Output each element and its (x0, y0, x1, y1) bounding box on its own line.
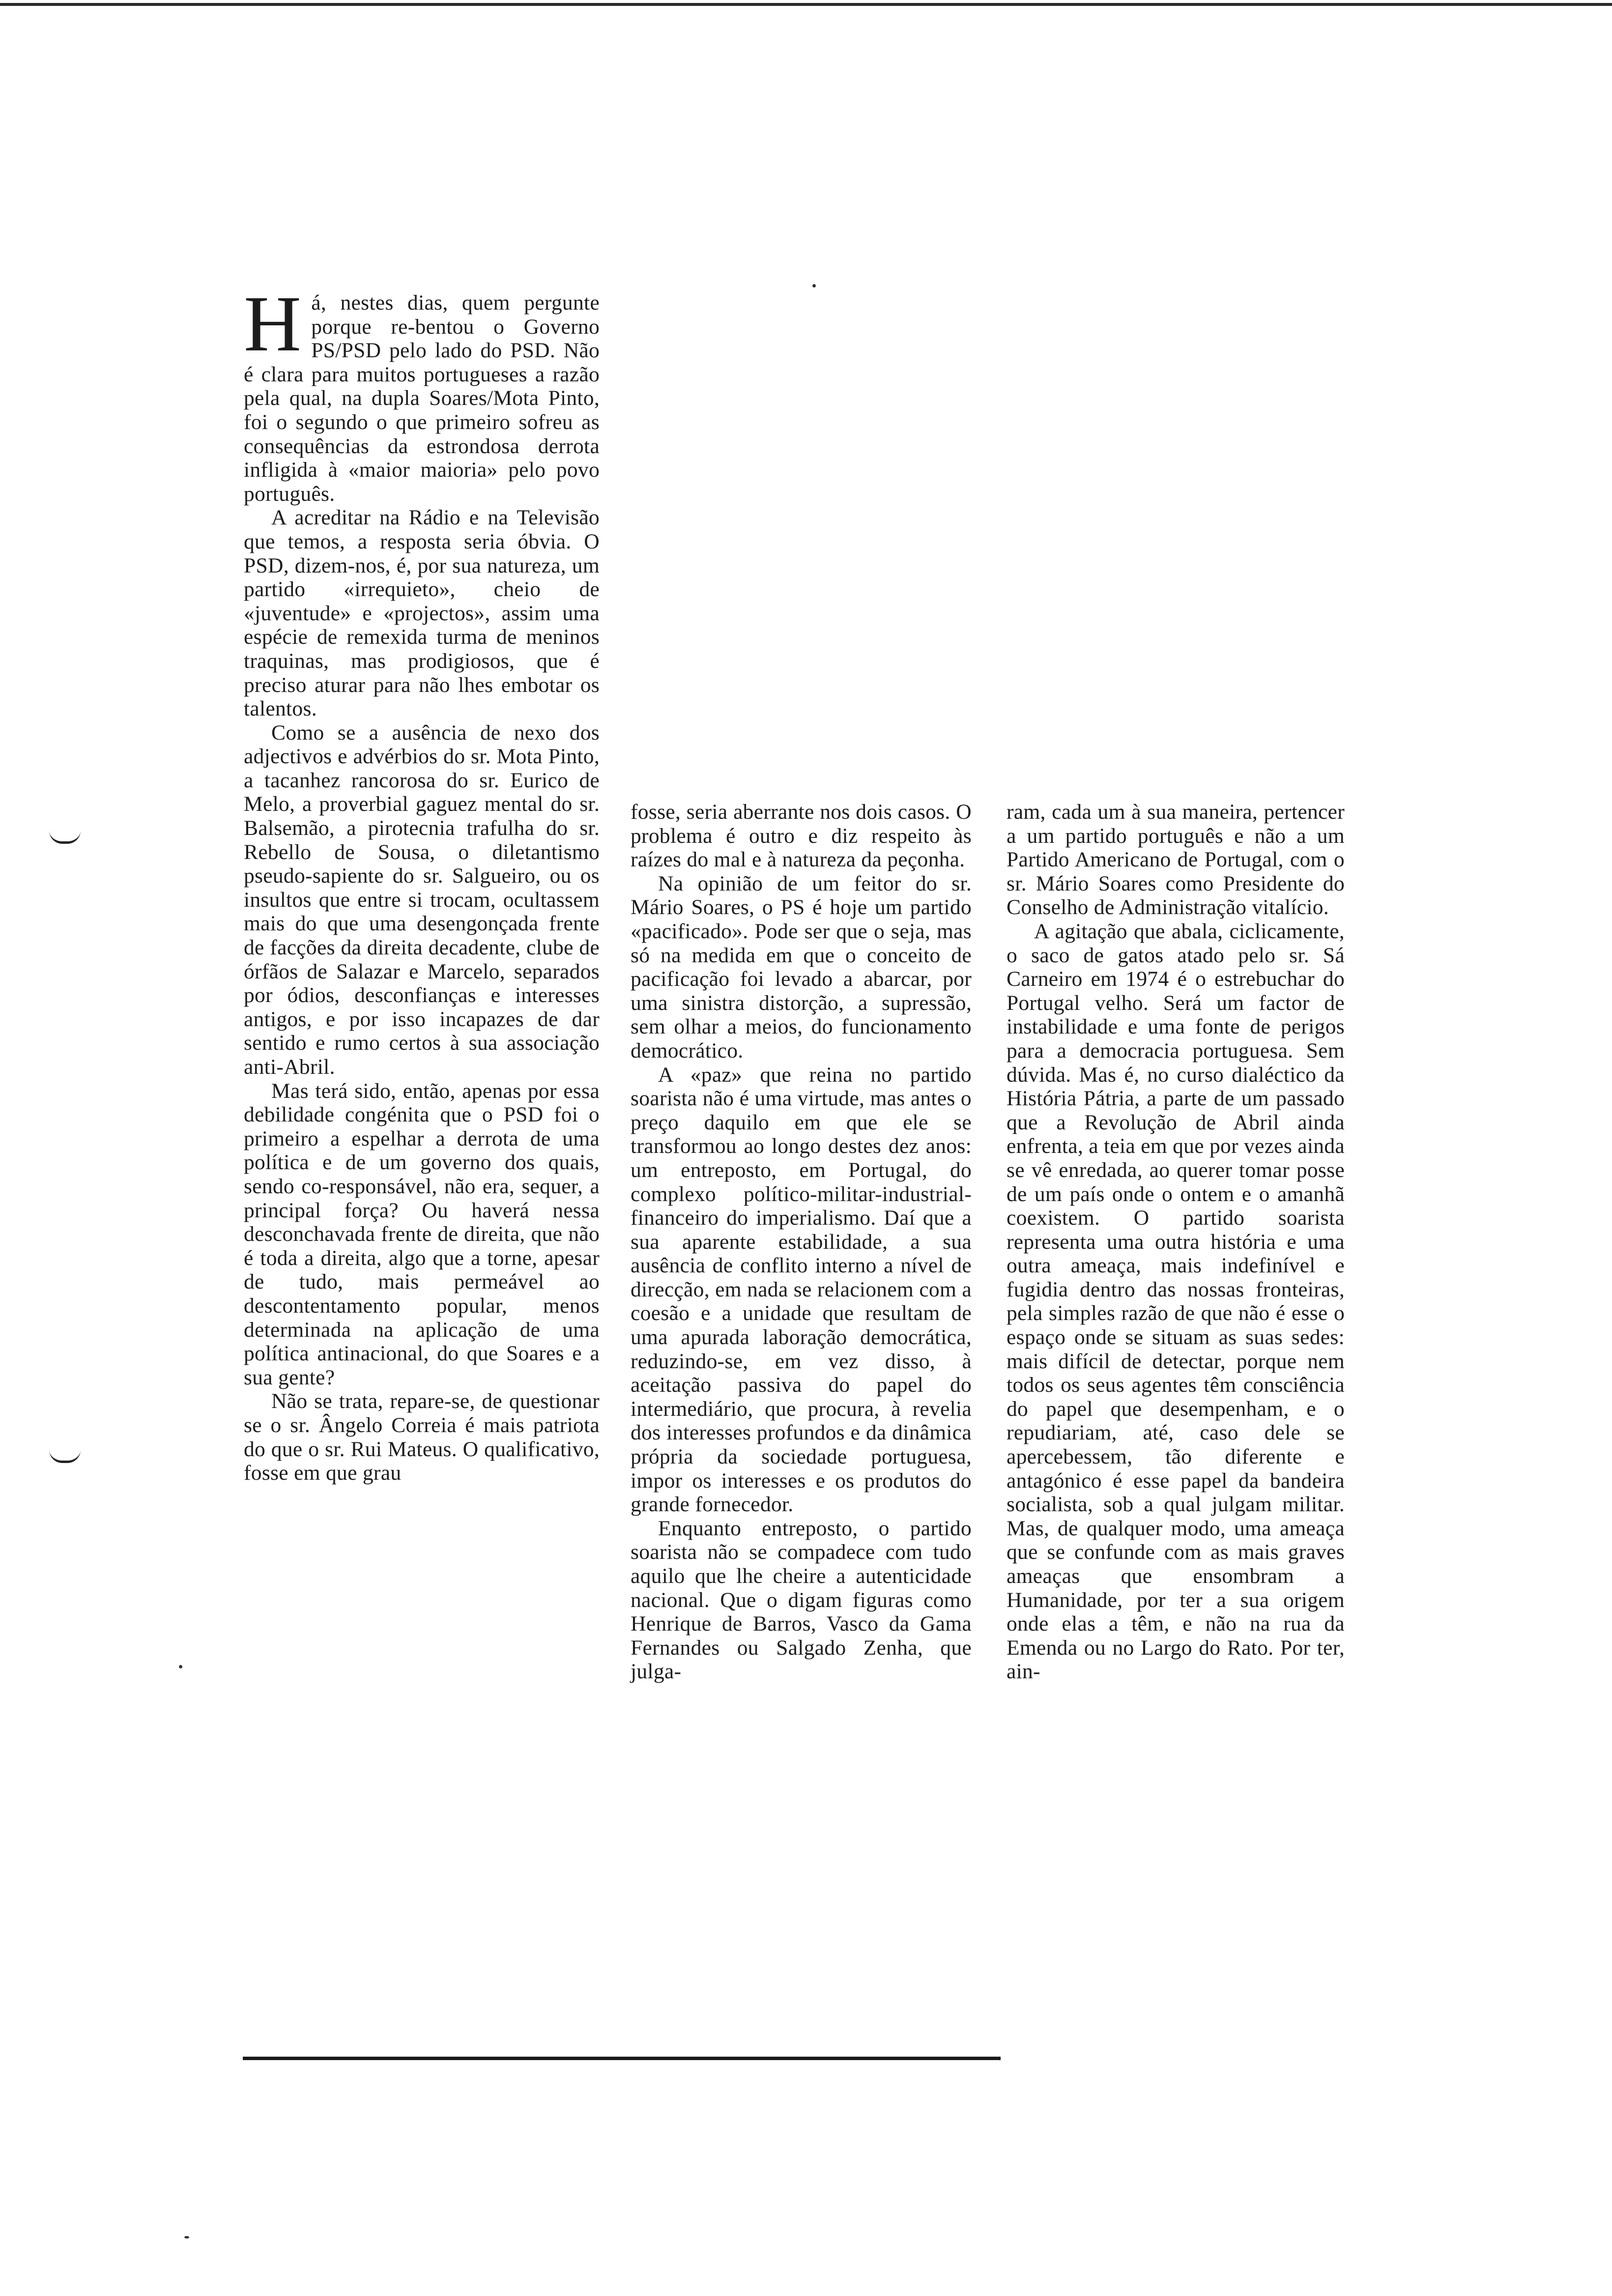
page-top-border (0, 3, 1612, 6)
paragraph: á, nestes dias, quem pergunte porque re-bentou o Governo PS/PSD pelo lado do PSD. Não é clara para muitos portugueses a razão pela qual, na dupla Soares/Mota Pinto, foi o segundo o que primeiro sofreu as consequências da estrondosa derrota infligida à «maior maioria» pelo povo português. (244, 291, 600, 506)
binding-hole-mark (49, 1450, 81, 1463)
paragraph: A «paz» que reina no partido soarista não é uma virtude, mas antes o preço daquilo em que ele se transformou ao longo destes dez anos: um entreposto, em Portugal, do complexo político-militar-industrial-financeiro do imperialismo. Daí que a sua aparente estabilidade, a sua ausência de conflito interno a nível de direcção, em nada se relacionem com a coesão e a unidade que resultam de uma apurada laboração democrática, reduzindo-se, em vez disso, à aceitação passiva do papel do intermediário, que procura, à revelia dos interesses profundos e da dinâmica própria da sociedade portuguesa, impor os interesses e os produtos do grande fornecedor. (631, 1062, 972, 1517)
paragraph: A agitação que abala, ciclicamente, o saco de gatos atado pelo sr. Sá Carneiro em 1974 é o estrebuchar do Portugal velho. Será um factor de instabilidade e uma fonte de perigos para a democracia portuguesa. Sem dúvida. Mas é, no curso dialéctico da História Pátria, a parte de um passado que a Revolução de Abril ainda enfrenta, a teia em que por vezes ainda se vê enredada, ao querer tomar posse de um país onde o ontem e o amanhã coexistem. O partido soarista representa uma outra história e uma outra ameaça, mais indefinível e fugidia dentro das nossas fronteiras, pela simples razão de que não é esse o espaço onde se situam as suas sedes: mais difícil de detectar, porque nem todos os seus agentes têm consciência do papel que desempenham, e o repudiariam, até, caso dele se apercebessem, tão diferente e antagónico é esse papel da bandeira socialista, sob a qual julgam militar. Mas, de qualquer modo, uma ameaça que se confunde com as mais graves ameaças que ensombram a Humanidade, por ter a sua origem onde elas a têm, e não na rua da Emenda ou no Largo do Rato. Por ter, ain- (1007, 919, 1345, 1684)
scan-speck (179, 1665, 182, 1668)
paragraph: Na opinião de um feitor do sr. Mário Soares, o PS é hoje um partido «pacificado». Pode ser que o seja, mas só na medida em que o conceito de pacificação foi levado a abarcar, por uma sinistra distorção, a supressão, sem olhar a meios, do funcionamento democrático. (631, 871, 972, 1062)
paragraph: fosse, seria aberrante nos dois casos. O problema é outro e diz respeito às raízes do mal e à natureza da peçonha. (631, 800, 972, 872)
scan-speck (812, 284, 816, 287)
paragraph: Não se trata, repare-se, de questionar se o sr. Ângelo Correia é mais patriota do que o sr. Rui Mateus. O qualificativo, fosse em que grau (244, 1389, 600, 1485)
paragraph: Como se a ausência de nexo dos adjectivos e advérbios do sr. Mota Pinto, a tacanhez rancorosa do sr. Eurico de Melo, a proverbial gaguez mental do sr. Balsemão, a pirotecnia trafulha do sr. Rebello de Sousa, o diletantismo pseudo-sapiente do sr. Salgueiro, ou os insultos que entre si trocam, ocultassem mais do que uma desengonçada frente de facções da direita decadente, clube de órfãos de Salazar e Marcelo, separados por ódios, desconfianças e interesses antigos, e por isso incapazes de dar sentido e rumo certos à sua associação anti-Abril. (244, 720, 600, 1079)
article-column-1 (244, 280, 600, 1485)
article-column-3 (1007, 800, 1345, 1684)
paragraph: Mas terá sido, então, apenas por essa debilidade congénita que o PSD foi o primeiro a espelhar a derrota de uma política e de um governo dos quais, sendo co-responsável, não era, sequer, a principal força? Ou haverá nessa desconchavada frente de direita, que não é toda a direita, algo que a torne, apesar de tudo, mais permeável ao descontentamento popular, menos determinada na aplicação de uma política antinacional, do que Soares e a sua gente? (244, 1079, 600, 1389)
paragraph: Enquanto entreposto, o partido soarista não se compadece com tudo aquilo que lhe cheire a autenticidade nacional. Que o digam figuras como Henrique de Barros, Vasco da Gama Fernandes ou Salgado Zenha, que julga- (631, 1516, 972, 1684)
bottom-rule (243, 2057, 1001, 2060)
binding-hole-mark (49, 831, 81, 844)
scan-speck (184, 2236, 189, 2239)
paragraph: ram, cada um à sua maneira, pertencer a um partido português e não a um Partido Americano de Portugal, com o sr. Mário Soares como Presidente do Conselho de Administração vitalício. (1007, 800, 1345, 919)
drop-cap: H (244, 280, 302, 368)
paragraph: A acreditar na Rádio e na Televisão que temos, a resposta seria óbvia. O PSD, dizem-nos, é, por sua natureza, um partido «irrequieto», cheio de «juventude» e «projectos», assim uma espécie de remexida turma de meninos traquinas, mas prodigiosos, que é preciso aturar para não lhes embotar os talentos. (244, 506, 600, 721)
article-column-2 (631, 800, 972, 1684)
